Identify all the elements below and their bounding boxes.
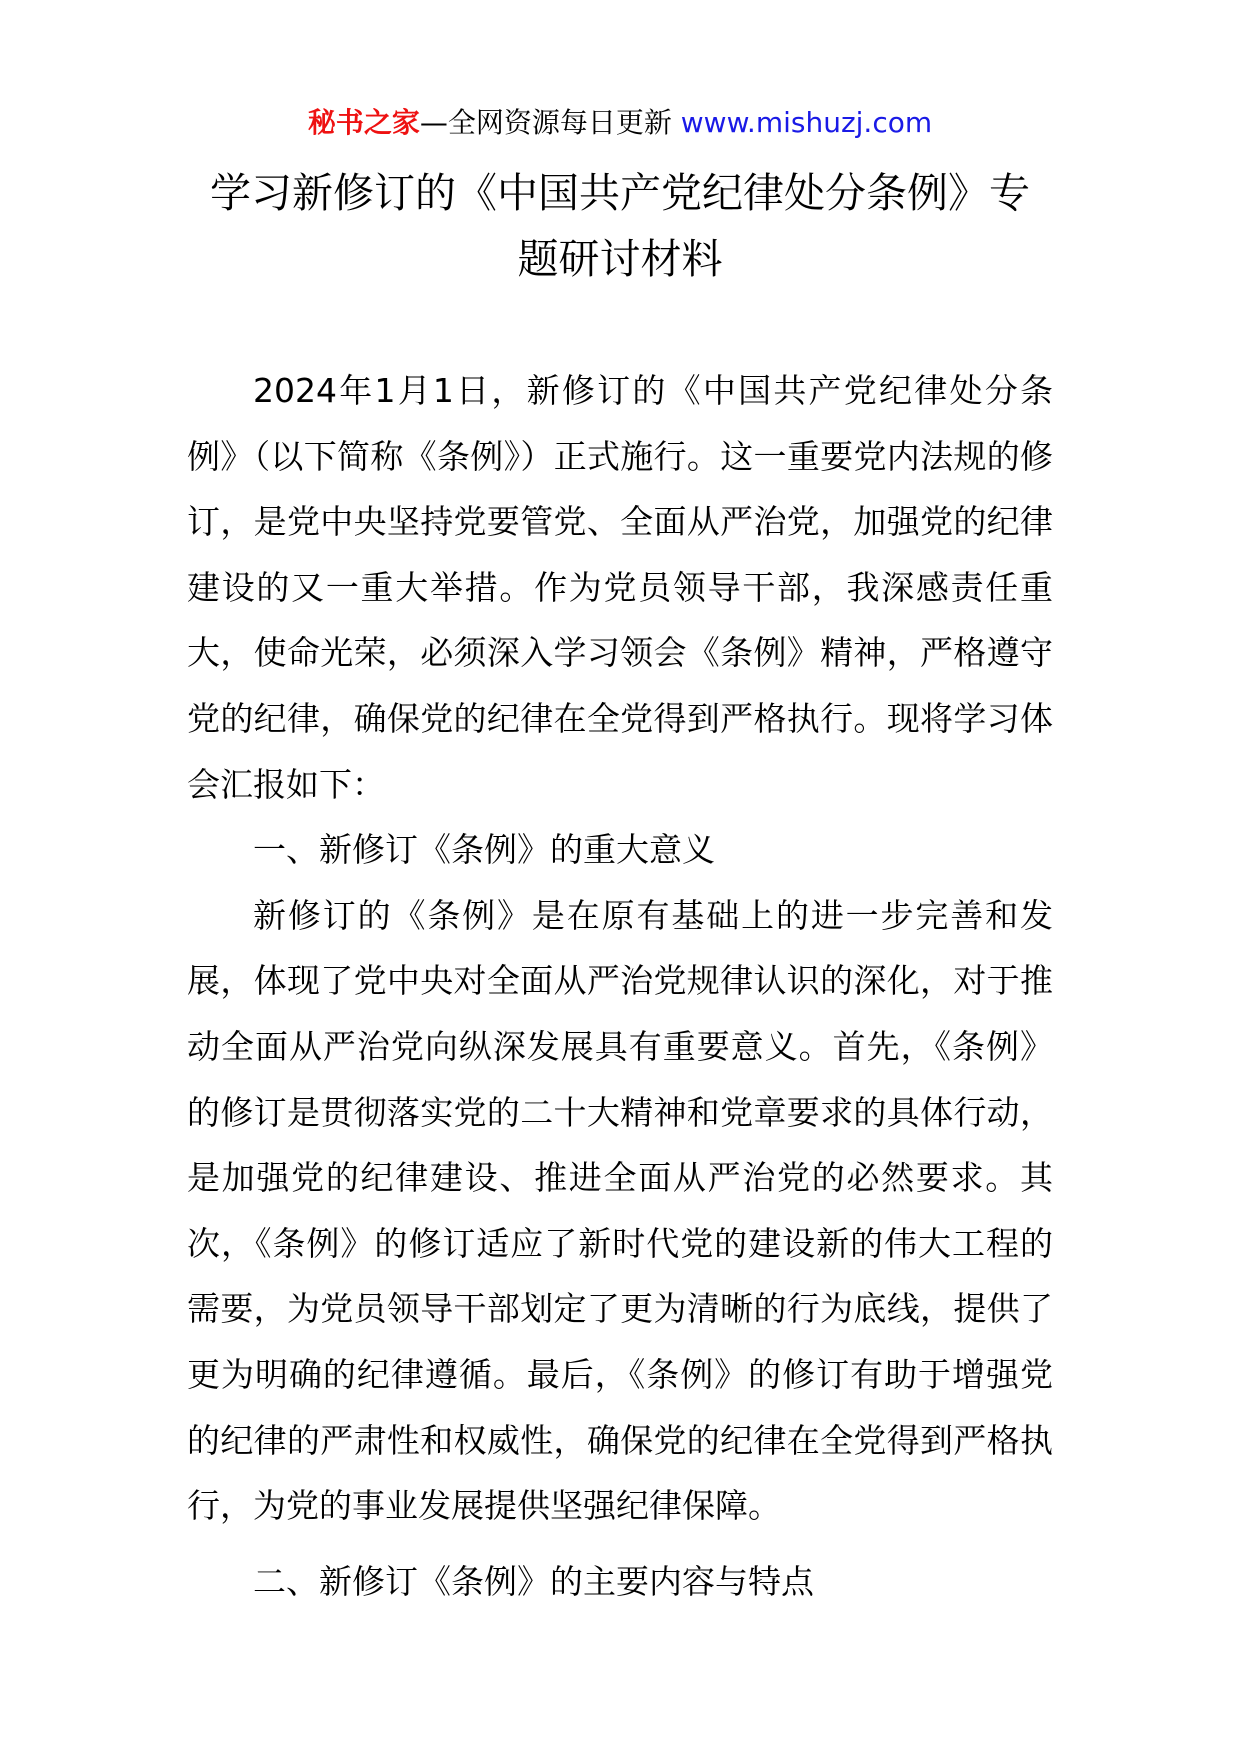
section-heading-1: 一、新修订《条例》的重大意义	[253, 830, 715, 870]
site-url-link[interactable]: www.mishuzj.com	[680, 106, 933, 139]
header-tagline: —全网资源每日更新	[419, 106, 681, 139]
intro-paragraph: 2024年1月1日，新修订的《中国共产党纪律处分条例》（以下简称《条例》）正式施行。这一重要党内法规的修订，是党中央坚持党要管党、全面从严治党，加强党的纪律建设的又一重大举措。作为党员领导干部，我深感责任重大，使命光荣，必须深入学习领会《条例》精神，严格遵守党的纪律，确保党的纪律在全党得到严格执行。现将学习体会汇报如下：	[187, 371, 1053, 804]
site-header	[0, 103, 1240, 143]
title-line-1: 学习新修订的《中国共产党纪律处分条例》专	[210, 169, 1030, 217]
document-body	[187, 358, 1053, 1614]
brand-name: 秘书之家	[307, 106, 420, 139]
document-title	[170, 160, 1070, 292]
section-1-paragraph: 新修订的《条例》是在原有基础上的进一步完善和发展，体现了党中央对全面从严治党规律认识的深化，对于推动全面从严治党向纵深发展具有重要意义。首先，《条例》的修订是贯彻落实党的二十大精神和党章要求的具体行动，是加强党的纪律建设、推进全面从严治党的必然要求。其次，《条例》的修订适应了新时代党的建设新的伟大工程的需要，为党员领导干部划定了更为清晰的行为底线，提供了更为明确的纪律遵循。最后，《条例》的修订有助于增强党的纪律的严肃性和权威性，确保党的纪律在全党得到严格执行，为党的事业发展提供坚强纪律保障。	[187, 895, 1053, 1526]
section-heading-2: 二、新修订《条例》的主要内容与特点	[253, 1561, 814, 1601]
title-line-2: 题研讨材料	[517, 235, 723, 283]
